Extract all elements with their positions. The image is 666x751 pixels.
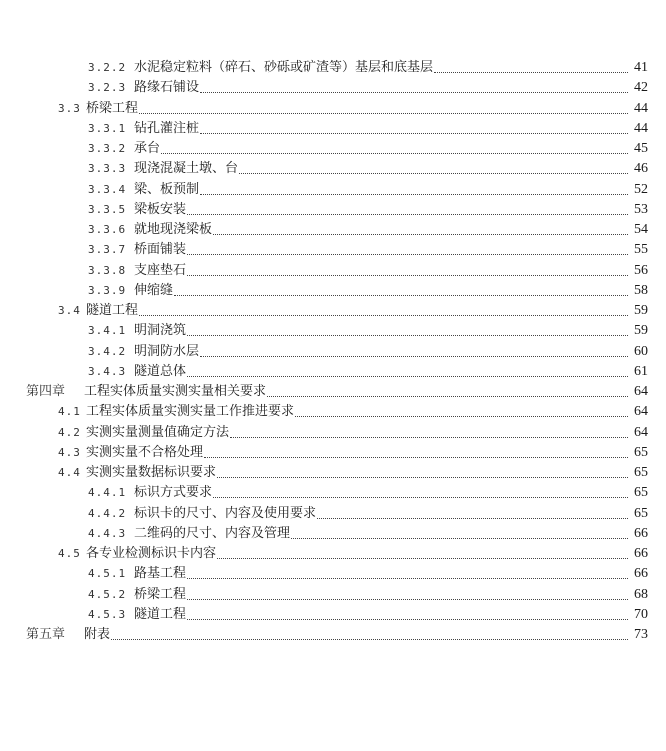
toc-entry-number: 3.4 bbox=[58, 304, 81, 317]
toc-entry[interactable] bbox=[0, 299, 648, 319]
toc-entry-number: 4.4 bbox=[58, 466, 81, 479]
toc-entry-page-number: 42 bbox=[634, 80, 648, 96]
toc-entry-page-number: 45 bbox=[634, 141, 648, 156]
toc-entry-number: 4.3 bbox=[58, 445, 81, 459]
toc-entry-page-number: 73 bbox=[634, 627, 648, 642]
toc-entry-page-number: 55 bbox=[634, 242, 648, 258]
toc-entry-title: 工程实体质量实测实量工作推进要求 bbox=[86, 404, 295, 420]
toc-entry-number: 4.4.3 bbox=[88, 526, 127, 540]
toc-dot-leader bbox=[291, 528, 628, 542]
toc-entry[interactable] bbox=[0, 400, 648, 420]
toc-dot-leader bbox=[213, 487, 628, 501]
toc-entry-title: 二维码的尺寸、内容及管理 bbox=[134, 525, 291, 541]
toc-entry-title: 路缘石铺设 bbox=[134, 80, 200, 96]
toc-dot-leader bbox=[187, 325, 628, 339]
toc-dot-leader bbox=[187, 204, 628, 218]
toc-entry[interactable] bbox=[0, 117, 648, 137]
toc-entry[interactable] bbox=[0, 97, 648, 117]
toc-dot-leader bbox=[230, 427, 628, 441]
toc-entry-page-number: 68 bbox=[634, 586, 648, 602]
toc-entry-title: 明洞浇筑 bbox=[134, 323, 187, 339]
toc-entry-number: 第五章 bbox=[26, 627, 66, 642]
toc-entry-page-number: 46 bbox=[634, 161, 648, 177]
toc-entry-number: 4.5 bbox=[58, 547, 81, 560]
toc-dot-leader bbox=[213, 224, 628, 238]
toc-entry-page-number: 44 bbox=[634, 120, 648, 136]
toc-entry-number: 第四章 bbox=[26, 384, 66, 399]
toc-entry-page-number: 44 bbox=[634, 100, 648, 116]
toc-dot-leader bbox=[200, 346, 628, 360]
toc-dot-leader bbox=[187, 609, 628, 623]
toc-entry-number: 3.3.7 bbox=[88, 243, 127, 257]
toc-entry[interactable] bbox=[0, 502, 648, 522]
toc-entry-title: 桥梁工程 bbox=[134, 586, 187, 602]
toc-entry[interactable] bbox=[0, 583, 648, 603]
toc-dot-leader bbox=[111, 629, 628, 643]
toc-dot-leader bbox=[239, 163, 628, 177]
toc-entry-title: 标识方式要求 bbox=[134, 485, 213, 501]
toc-entry-page-number: 66 bbox=[634, 566, 648, 582]
toc-entry[interactable] bbox=[0, 137, 648, 157]
toc-entry-page-number: 65 bbox=[634, 485, 648, 501]
toc-entry-number: 4.5.1 bbox=[88, 567, 127, 581]
toc-dot-leader bbox=[187, 366, 628, 380]
toc-entry-page-number: 52 bbox=[634, 181, 648, 197]
toc-entry-title: 就地现浇梁板 bbox=[134, 222, 213, 237]
toc-entry[interactable] bbox=[0, 562, 648, 582]
toc-dot-leader bbox=[187, 568, 628, 582]
toc-entry-page-number: 64 bbox=[634, 384, 648, 399]
toc-entry-page-number: 65 bbox=[634, 465, 648, 480]
toc-entry-title: 水泥稳定粒料（碎石、砂砾或矿渣等）基层和底基层 bbox=[134, 60, 434, 75]
toc-entry-page-number: 64 bbox=[634, 424, 648, 440]
toc-entry-number: 3.3.8 bbox=[88, 263, 127, 277]
toc-entry-page-number: 59 bbox=[634, 323, 648, 339]
toc-entry-page-number: 66 bbox=[634, 525, 648, 541]
toc-entry[interactable] bbox=[0, 623, 648, 643]
toc-entry[interactable] bbox=[0, 76, 648, 96]
toc-entry[interactable] bbox=[0, 56, 648, 76]
toc-entry[interactable] bbox=[0, 279, 648, 299]
toc-entry-title: 实测实量测量值确定方法 bbox=[86, 424, 230, 440]
toc-dot-leader bbox=[317, 508, 628, 522]
toc-dot-leader bbox=[434, 62, 628, 76]
toc-entry-page-number: 59 bbox=[634, 303, 648, 318]
toc-entry[interactable] bbox=[0, 522, 648, 542]
toc-entry[interactable] bbox=[0, 238, 648, 258]
toc-entry-title: 实测实量不合格处理 bbox=[86, 444, 204, 460]
toc-entry-page-number: 64 bbox=[634, 404, 648, 420]
toc-entry-number: 3.4.3 bbox=[88, 364, 127, 378]
toc-entry[interactable] bbox=[0, 603, 648, 623]
toc-entry[interactable] bbox=[0, 319, 648, 339]
toc-entry-number: 3.4.1 bbox=[88, 324, 127, 338]
toc-dot-leader bbox=[204, 447, 628, 461]
toc-entry-page-number: 66 bbox=[634, 546, 648, 561]
toc-entry-page-number: 53 bbox=[634, 201, 648, 217]
toc-entry-number: 3.3 bbox=[58, 101, 81, 115]
toc-entry-number: 4.4.2 bbox=[88, 506, 127, 520]
toc-entry-title: 隧道工程 bbox=[86, 303, 139, 318]
toc-entry-title: 路基工程 bbox=[134, 566, 187, 582]
toc-entry[interactable] bbox=[0, 178, 648, 198]
toc-entry-number: 4.4.1 bbox=[88, 486, 127, 500]
toc-dot-leader bbox=[200, 82, 628, 96]
toc-entry[interactable] bbox=[0, 198, 648, 218]
toc-dot-leader bbox=[187, 265, 628, 279]
toc-entry-number: 3.3.3 bbox=[88, 162, 127, 176]
toc-entry-number: 3.3.5 bbox=[88, 202, 127, 216]
toc-entry-number: 4.2 bbox=[58, 425, 81, 439]
toc-entry-page-number: 65 bbox=[634, 444, 648, 460]
toc-entry-title: 承台 bbox=[134, 141, 161, 156]
toc-entry-page-number: 60 bbox=[634, 343, 648, 359]
toc-entry[interactable] bbox=[0, 461, 648, 481]
toc-entry[interactable] bbox=[0, 441, 648, 461]
toc-entry-number: 3.3.1 bbox=[88, 121, 127, 135]
toc-entry-title: 现浇混凝土墩、台 bbox=[134, 161, 239, 177]
toc-entry-title: 隧道工程 bbox=[134, 606, 187, 622]
toc-entry-number: 3.3.9 bbox=[88, 283, 127, 297]
toc-entry-page-number: 41 bbox=[634, 60, 648, 75]
toc-entry-title: 桥面铺装 bbox=[134, 242, 187, 258]
toc-entry-number: 4.1 bbox=[58, 405, 81, 419]
toc-entry-number: 3.3.6 bbox=[88, 223, 127, 236]
toc-entry[interactable] bbox=[0, 481, 648, 501]
toc-entry[interactable] bbox=[0, 340, 648, 360]
toc-entry-number: 3.2.2 bbox=[88, 61, 127, 74]
toc-dot-leader bbox=[200, 184, 628, 198]
toc-dot-leader bbox=[295, 406, 628, 420]
toc-dot-leader bbox=[161, 143, 628, 157]
toc-entry-page-number: 70 bbox=[634, 606, 648, 622]
toc-entry-page-number: 56 bbox=[634, 262, 648, 278]
toc-entry-title: 伸缩缝 bbox=[134, 282, 174, 298]
toc-entry-number: 3.2.3 bbox=[88, 81, 127, 95]
toc-entry-number: 3.4.2 bbox=[88, 344, 127, 358]
toc-dot-leader bbox=[200, 123, 628, 137]
toc-entry-number: 3.3.2 bbox=[88, 142, 127, 155]
toc-entry[interactable] bbox=[0, 157, 648, 177]
toc-entry-title: 梁板安装 bbox=[134, 201, 187, 217]
toc-dot-leader bbox=[139, 305, 628, 319]
toc-entry-title: 各专业检测标识卡内容 bbox=[86, 546, 217, 561]
toc-entry-title: 隧道总体 bbox=[134, 363, 187, 379]
toc-entry-title: 标识卡的尺寸、内容及使用要求 bbox=[134, 505, 317, 521]
toc-entry[interactable] bbox=[0, 380, 648, 400]
toc-entry-title: 桥梁工程 bbox=[86, 100, 139, 116]
toc-entry-title: 支座垫石 bbox=[134, 262, 187, 278]
toc-entry[interactable] bbox=[0, 542, 648, 562]
toc-entry-page-number: 58 bbox=[634, 282, 648, 298]
toc-dot-leader bbox=[217, 467, 628, 481]
toc-entry[interactable] bbox=[0, 259, 648, 279]
toc-entry[interactable] bbox=[0, 360, 648, 380]
toc-entry-title: 钻孔灌注桩 bbox=[134, 120, 200, 136]
toc-entry-title: 明洞防水层 bbox=[134, 343, 200, 359]
toc-dot-leader bbox=[187, 244, 628, 258]
toc-dot-leader bbox=[217, 548, 628, 562]
toc-dot-leader bbox=[139, 103, 628, 117]
toc-dot-leader bbox=[267, 386, 628, 400]
toc-dot-leader bbox=[187, 589, 628, 603]
toc-entry-number: 4.5.2 bbox=[88, 587, 127, 601]
toc-entry-page-number: 65 bbox=[634, 505, 648, 521]
toc-entry-title: 梁、板预制 bbox=[134, 181, 200, 197]
toc-entry-number: 3.3.4 bbox=[88, 182, 127, 196]
toc-entry-title: 附表 bbox=[84, 627, 111, 642]
toc-entry-page-number: 54 bbox=[634, 222, 648, 237]
toc-entry-title: 实测实量数据标识要求 bbox=[86, 465, 217, 480]
toc-entry-number: 4.5.3 bbox=[88, 607, 127, 621]
toc-dot-leader bbox=[174, 285, 628, 299]
toc-entry-page-number: 61 bbox=[634, 363, 648, 379]
toc-entry[interactable] bbox=[0, 218, 648, 238]
toc-entry[interactable] bbox=[0, 421, 648, 441]
toc-entry-title: 工程实体质量实测实量相关要求 bbox=[84, 384, 267, 399]
